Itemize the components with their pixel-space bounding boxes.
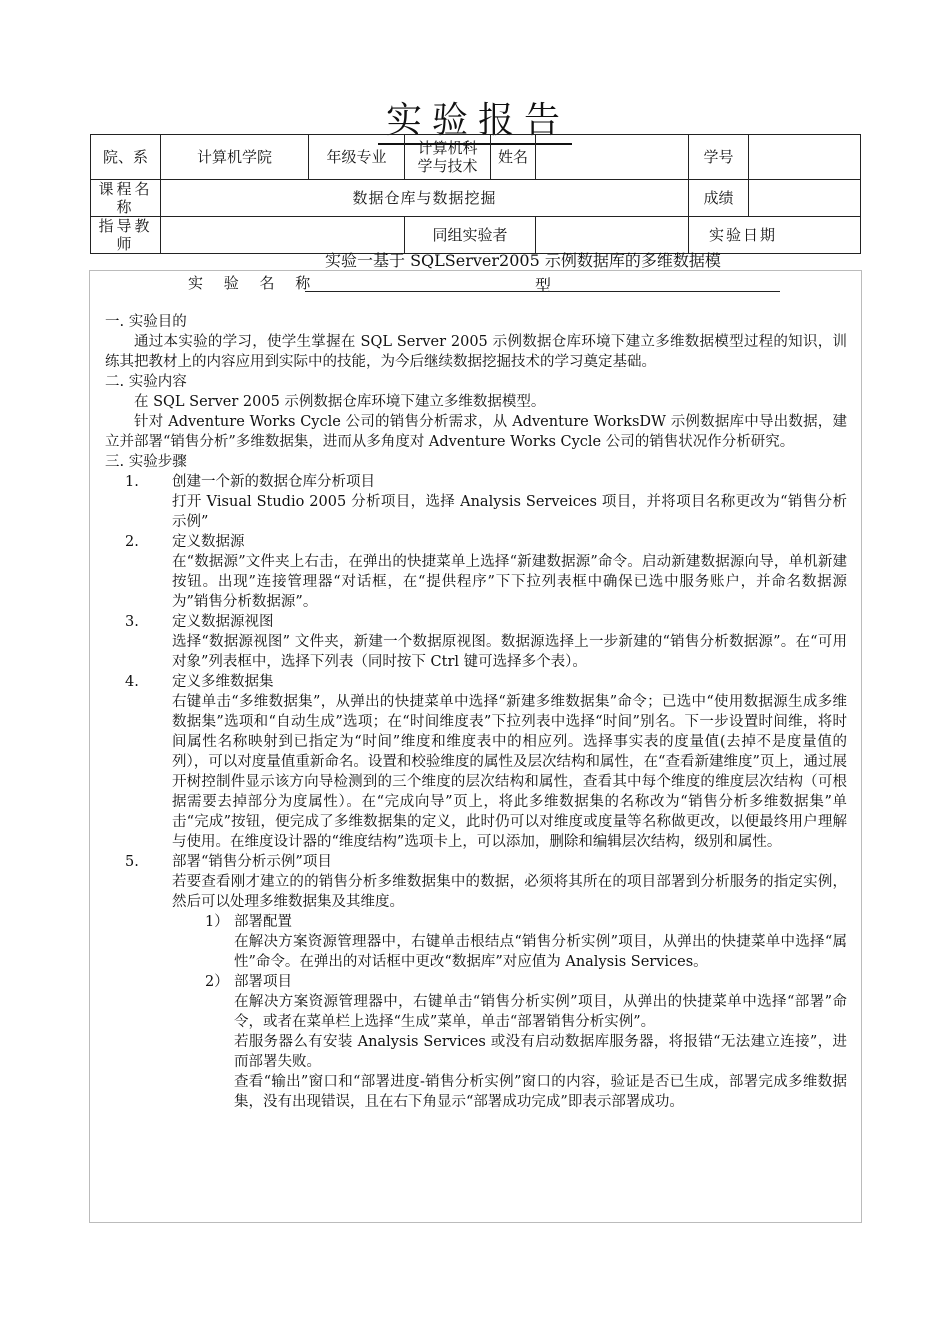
substep-text: 若服务器么有安装 Analysis Services 或没有启动数据库服务器，将报错“无法建立连接”，进而部署失败。 bbox=[234, 1034, 847, 1070]
step-heading bbox=[105, 532, 847, 552]
substep-text: 在解决方案资源管理器中，右键单击根结点“销售分析实例”项目，从弹出的快捷菜单中选择“属性”命令。在弹出的对话框中更改“数据库”对应值为 Analysis Services。 bbox=[234, 934, 847, 970]
substep-number: 2） bbox=[205, 974, 229, 990]
step-text: 若要查看刚才建立的的销售分析多维数据集中的数据，必须将其所在的项目部署到分析服务的指定实例，然后可以处理多维数据集及其维度。 bbox=[172, 874, 847, 910]
section-text: 在 SQL Server 2005 示例数据仓库环境下建立多维数据模型。 bbox=[134, 394, 546, 410]
step-heading bbox=[105, 472, 847, 492]
step-title: 创建一个新的数据仓库分析项目 bbox=[172, 474, 375, 490]
experiment-title-line2: 型 bbox=[535, 276, 552, 295]
section-text: 通过本实验的学习，使学生掌握在 SQL Server 2005 示例数据仓库环境下建立多维数据模型过程的知识，训练其把教材上的内容应用到实际中的技能，为今后继续数据挖掘技术的学习奠定基础。 bbox=[105, 334, 847, 370]
step-title: 部署“销售分析示例”项目 bbox=[172, 854, 332, 870]
substep-heading bbox=[105, 912, 847, 932]
substep-number: 1） bbox=[205, 914, 229, 930]
step-number: 2. bbox=[125, 534, 139, 550]
step-text: 在“数据源”文件夹上右击，在弹出的快捷菜单上选择“新建数据源”命令。启动新建数据源向导，单机新建按钮。出现”连接管理器“对话框，在“提供程序”下下拉列表框中确保已选中服务账户，并命名数据源为”销售分析数据源”。 bbox=[172, 554, 847, 610]
substep-title: 部署配置 bbox=[234, 914, 292, 930]
step-text: 右键单击“多维数据集”，从弹出的快捷菜单中选择“新建多维数据集”命令；已选中“使用数据源生成多维数据集”选项和“自动生成”选项；在“时间维度表”下拉列表中选择“时间”别名。下一步设置时间维，将时间属性名称映射到已指定为“时间”维度和维度表中的相应列。选择事实表的度量值(去掉不是度量值的列），可以对度量值重新命名。设置和校验维度的属性及层次结构和属性，在“查看新建维度”页上，通过展开树控制件显示该方向导检测到的三个维度的层次结构和属性，查看其中每个维度的维度层次结构（可根据需要去掉部分为度属性）。在“完成向导”页上，将此多维数据集的名称改为“销售分析多维数据集”单击“完成”按钮，便完成了多维数据集的定义，此时仍可以对维度或度量等名称做更改，以便最终用户理解与使用。在维度设计器的“维度结构”选项卡上，可以添加，删除和编辑层次结构，级别和属性。 bbox=[172, 694, 847, 850]
section-heading: 二. 实验内容 bbox=[105, 374, 187, 390]
step-heading bbox=[105, 612, 847, 632]
substep-title: 部署项目 bbox=[234, 974, 292, 990]
experiment-name-label: 实 验 名 称 bbox=[188, 274, 319, 292]
step-title: 定义多维数据集 bbox=[172, 674, 274, 690]
dept-label: 院、系 bbox=[91, 135, 161, 180]
experiment-name-underline bbox=[305, 291, 780, 292]
step-number: 1. bbox=[125, 474, 139, 490]
step-title: 定义数据源 bbox=[172, 534, 245, 550]
experiment-title-line1: 实验一基于 SQLServer2005 示例数据库的多维数据模 bbox=[325, 251, 721, 270]
step-text: 打开 Visual Studio 2005 分析项目，选择 Analysis Serveices 项目，并将项目名称更改为“销售分析示例” bbox=[172, 494, 847, 530]
id-value bbox=[749, 135, 861, 180]
section-text: 针对 Adventure Works Cycle 公司的销售分析需求，从 Adventure WorksDW 示例数据库中导出数据，建立并部署“销售分析”多维数据集，进而从多角度对 Adventure Works Cycle 公司的销售状况作分析研究。 bbox=[105, 414, 847, 450]
substep-text: 在解决方案资源管理器中，右键单击“销售分析实例”项目，从弹出的快捷菜单中选择“部署”命令，或者在菜单栏上选择“生成”菜单，单击“部署销售分析实例”。 bbox=[234, 994, 847, 1030]
section-heading: 三. 实验步骤 bbox=[105, 454, 187, 470]
report-title: 实验报告 bbox=[0, 92, 950, 143]
step-text: 选择“数据源视图” 文件夹，新建一个数据原视图。数据源选择上一步新建的“销售分析数据源”。在“可用对象”列表框中，选择下列表（同时按下 Ctrl 键可选择多个表）。 bbox=[172, 634, 847, 670]
substep-text: 查看“输出”窗口和“部署进度-销售分析实例”窗口的内容，验证是否已生成，部署完成多维数据集，没有出现错误，且在右下角显示“部署成功完成”即表示部署成功。 bbox=[234, 1074, 847, 1110]
score-label: 成绩 bbox=[689, 180, 749, 217]
step-number: 3. bbox=[125, 614, 139, 630]
substep-heading bbox=[105, 972, 847, 992]
partner-label: 同组实验者 bbox=[405, 217, 536, 254]
report-body bbox=[105, 312, 847, 1112]
section-heading: 一. 实验目的 bbox=[105, 314, 187, 330]
step-number: 4. bbox=[125, 674, 139, 690]
step-heading bbox=[105, 852, 847, 872]
teacher-label: 指导教师 bbox=[91, 217, 161, 254]
step-number: 5. bbox=[125, 854, 139, 870]
major-value: 计算机科学与技术 bbox=[405, 135, 491, 180]
score-value bbox=[749, 180, 861, 217]
name-value bbox=[536, 135, 689, 180]
course-value: 数据仓库与数据挖掘 bbox=[161, 180, 689, 217]
step-title: 定义数据源视图 bbox=[172, 614, 274, 630]
info-table bbox=[90, 134, 861, 254]
course-label: 课程名称 bbox=[91, 180, 161, 217]
dept-value: 计算机学院 bbox=[161, 135, 309, 180]
name-label: 姓名 bbox=[491, 135, 536, 180]
id-label: 学号 bbox=[689, 135, 749, 180]
major-label: 年级专业 bbox=[309, 135, 405, 180]
date-label: 实验日期 bbox=[689, 217, 861, 254]
step-heading bbox=[105, 672, 847, 692]
